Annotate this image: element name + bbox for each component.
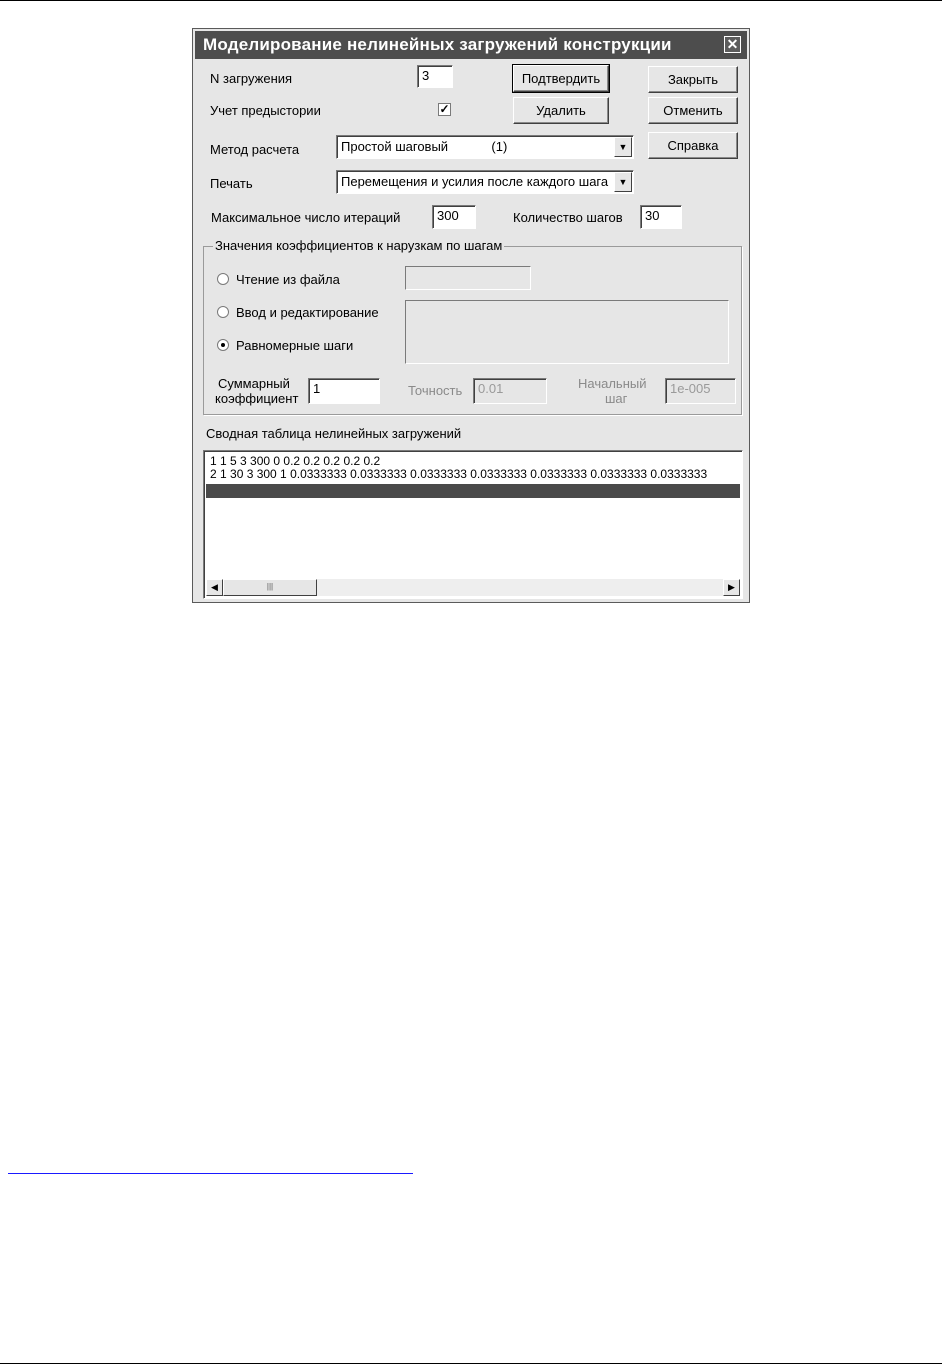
radio-uniform-steps[interactable] — [217, 339, 229, 351]
load-number-label: N загружения — [210, 71, 293, 86]
radio-read-from-file[interactable] — [217, 273, 229, 285]
precision-input: 0.01 — [473, 378, 547, 404]
confirm-button[interactable]: Подтвердить — [513, 65, 609, 92]
horizontal-scrollbar[interactable] — [206, 579, 740, 596]
print-select[interactable] — [336, 170, 634, 194]
method-select[interactable] — [336, 135, 634, 159]
uniform-steps-label: Равномерные шаги — [236, 338, 354, 353]
close-button[interactable]: Закрыть — [648, 66, 738, 93]
scroll-thumb[interactable]: ||| — [223, 579, 317, 596]
load-number-input[interactable]: 3 — [417, 65, 453, 88]
total-coefficient-input[interactable]: 1 — [308, 378, 380, 404]
total-coef-label-line2: коэффициент — [215, 391, 299, 406]
history-checkbox[interactable]: ✓ — [439, 102, 450, 116]
max-iterations-label: Максимальное число итераций — [211, 210, 401, 225]
scroll-left-icon[interactable]: ◀ — [206, 579, 223, 596]
scroll-right-icon[interactable]: ▶ — [723, 579, 740, 596]
summary-label: Сводная таблица нелинейных загружений — [206, 426, 462, 441]
precision-label: Точность — [408, 383, 463, 398]
help-button[interactable]: Справка — [648, 132, 738, 159]
summary-list[interactable] — [203, 450, 743, 599]
print-value: Перемещения и усилия после каждого шага — [341, 174, 609, 189]
chevron-down-icon[interactable]: ▼ — [614, 137, 632, 157]
coefficients-group-title: Значения коэффициентов к нарузкам по шагам — [215, 238, 503, 253]
chevron-down-icon[interactable]: ▼ — [614, 172, 632, 192]
initial-step-input: 1e-005 — [665, 378, 736, 404]
read-from-file-label: Чтение из файла — [236, 272, 340, 287]
footnote-rule — [8, 1173, 413, 1174]
initial-step-label-line2: шаг — [605, 391, 628, 406]
list-item[interactable]: 2 1 30 3 300 1 0.0333333 0.0333333 0.0333333 0.0333333 0.0333333 0.0333333 0.0333333 — [210, 467, 708, 481]
step-count-input[interactable]: 30 — [640, 205, 682, 229]
cancel-button[interactable]: Отменить — [648, 97, 738, 124]
nonlinear-loads-dialog — [192, 28, 750, 603]
radio-input-edit[interactable] — [217, 306, 229, 318]
method-value: Простой шаговый (1) — [341, 139, 508, 154]
print-label: Печать — [210, 176, 253, 191]
selected-empty-row[interactable] — [206, 484, 740, 498]
delete-button[interactable]: Удалить — [513, 97, 609, 124]
title-bar[interactable] — [195, 31, 747, 59]
page-top-rule — [0, 0, 942, 1]
page-bottom-rule — [0, 1363, 942, 1364]
max-iterations-input[interactable]: 300 — [432, 205, 476, 229]
step-count-label: Количество шагов — [513, 210, 623, 225]
close-icon[interactable]: ✕ — [724, 36, 741, 53]
coefficients-edit-area — [405, 300, 729, 364]
method-label: Метод расчета — [210, 142, 300, 157]
total-coef-label-line1: Суммарный — [218, 376, 290, 391]
list-item[interactable]: 1 1 5 3 300 0 0.2 0.2 0.2 0.2 0.2 — [210, 454, 381, 468]
file-path-field — [405, 266, 531, 290]
dialog-title: Моделирование нелинейных загружений конструкции — [203, 35, 672, 54]
initial-step-label-line1: Начальный — [578, 376, 647, 391]
history-label: Учет предыстории — [210, 103, 321, 118]
input-edit-label: Ввод и редактирование — [236, 305, 379, 320]
